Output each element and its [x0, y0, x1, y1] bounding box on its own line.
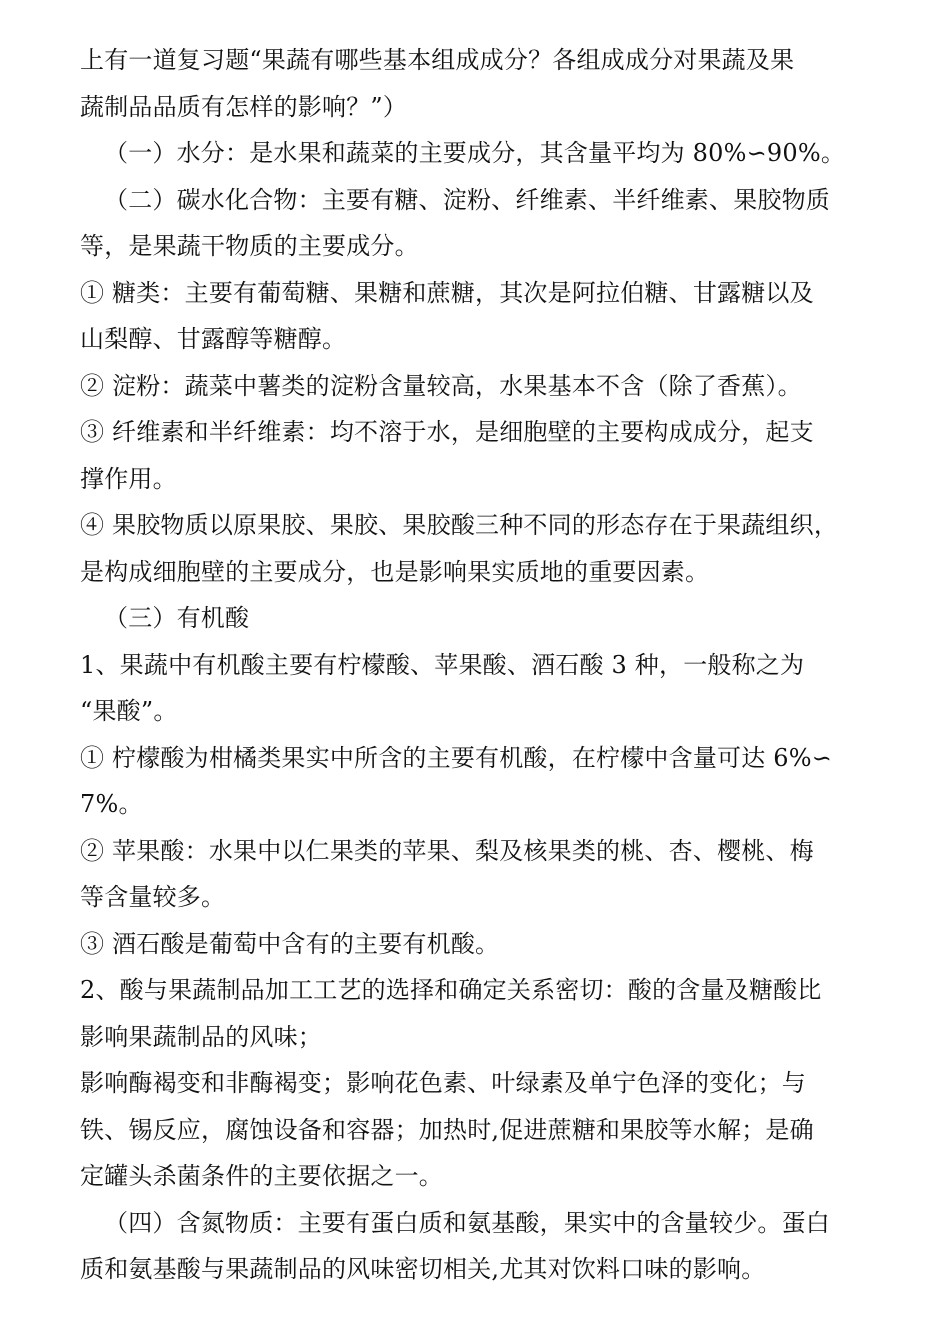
text-line: 蔬制品品质有怎样的影响？”）: [80, 92, 408, 121]
text-line: 定罐头杀菌条件的主要依据之一。: [80, 1162, 443, 1190]
list-item-sugars: ① 糖类：主要有葡萄糖、果糖和蔗糖，其次是阿拉伯糖、甘露糖以及: [80, 278, 814, 307]
section-heading-carbohydrates: （二）碳水化合物：主要有糖、淀粉、纤维素、半纤维素、果胶物质: [104, 185, 830, 214]
text-line: 影响酶褐变和非酶褐变；影响花色素、叶绿素及单宁色泽的变化；与: [80, 1069, 806, 1097]
text-line: 是构成细胞壁的主要成分，也是影响果实质地的重要因素。: [80, 557, 710, 586]
text-line: 质和氨基酸与果蔬制品的风味密切相关,尤其对饮料口味的影响。: [80, 1255, 766, 1283]
text-line: 上有一道复习题“果蔬有哪些基本组成成分？各组成成分对果蔬及果: [80, 46, 795, 74]
text-line: 7%。: [80, 790, 143, 818]
list-item-starch: ② 淀粉：蔬菜中薯类的淀粉含量较高，水果基本不含（除了香蕉）。: [80, 371, 802, 400]
list-item-citric-acid: ① 柠檬酸为柑橘类果实中所含的主要有机酸，在柠檬中含量可达 6%∽: [80, 743, 833, 772]
text-line: 等含量较多。: [80, 883, 226, 911]
text-line: 山梨醇、甘露醇等糖醇。: [80, 325, 347, 353]
list-item-cellulose: ③ 纤维素和半纤维素：均不溶于水，是细胞壁的主要构成成分，起支: [80, 418, 814, 446]
section-heading-organic-acids: （三）有机酸: [104, 604, 250, 632]
list-item-pectin: ④ 果胶物质以原果胶、果胶、果胶酸三种不同的形态存在于果蔬组织，: [80, 511, 839, 539]
document-body: [80, 38, 880, 1294]
text-line: 撑作用。: [80, 464, 177, 493]
numbered-item-2: 2、酸与果蔬制品加工工艺的选择和确定关系密切：酸的含量及糖酸比: [80, 976, 822, 1004]
numbered-item-1: 1、果蔬中有机酸主要有柠檬酸、苹果酸、酒石酸 3 种，一般称之为: [80, 650, 805, 679]
text-line: 铁、锡反应，腐蚀设备和容器；加热时,促进蔗糖和果胶等水解；是确: [80, 1115, 814, 1144]
section-heading-water: （一）水分：是水果和蔬菜的主要成分，其含量平均为 80%∽90%。: [104, 139, 846, 167]
section-heading-nitrogen: （四）含氮物质：主要有蛋白质和氨基酸，果实中的含量较少。蛋白: [104, 1208, 830, 1237]
list-item-malic-acid: ② 苹果酸：水果中以仁果类的苹果、梨及核果类的桃、杏、樱桃、梅: [80, 836, 814, 865]
text-line: “果酸”。: [80, 697, 178, 725]
text-line: 影响果蔬制品的风味；: [80, 1022, 322, 1051]
text-line: 等，是果蔬干物质的主要成分。: [80, 232, 419, 260]
list-item-tartaric-acid: ③ 酒石酸是葡萄中含有的主要有机酸。: [80, 929, 500, 958]
